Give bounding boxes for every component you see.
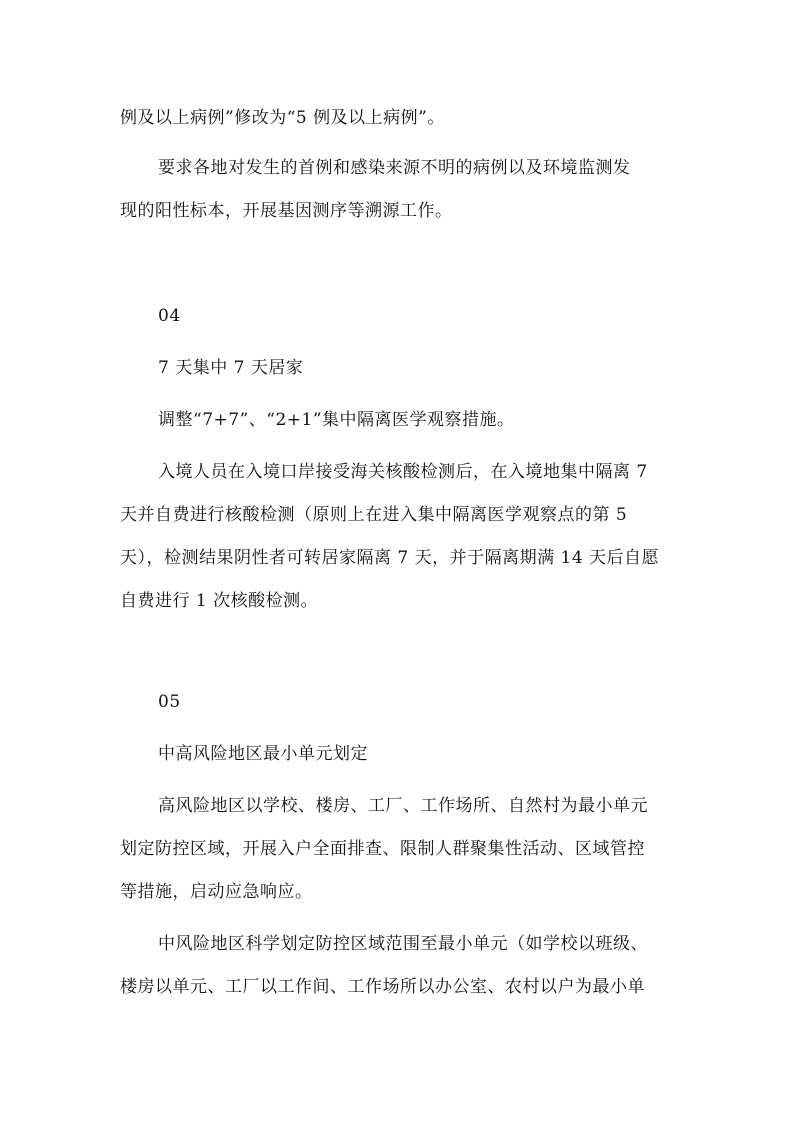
paragraph-line: 中风险地区科学划定防控区域范围至最小单元（如学校以班级、 <box>158 934 648 954</box>
paragraph-line: 天并自费进行核酸检测（原则上在进入集中隔离医学观察点的第 5 <box>120 505 628 525</box>
section-number: 04 <box>158 306 181 326</box>
paragraph-line: 划定防控区域，开展入户全面排查、限制人群聚集性活动、区域管控 <box>120 839 645 859</box>
section-number: 05 <box>158 692 181 712</box>
paragraph-line: 自费进行 1 次核酸检测。 <box>120 591 319 611</box>
paragraph-line: 入境人员在入境口岸接受海关核酸检测后，在入境地集中隔离 7 <box>158 462 648 482</box>
paragraph-line: 现的阳性标本，开展基因测序等溯源工作。 <box>120 201 453 221</box>
paragraph-line: 楼房以单元、工厂以工作间、工作场所以办公室、农村以户为最小单 <box>120 977 645 997</box>
paragraph-line: 要求各地对发生的首例和感染来源不明的病例以及环境监测发 <box>158 158 631 178</box>
section-heading: 中高风险地区最小单元划定 <box>158 744 368 764</box>
paragraph-line: 高风险地区以学校、楼房、工厂、工作场所、自然村为最小单元 <box>158 796 648 816</box>
paragraph-line: 调整“7+7”、“2+1”集中隔离医学观察措施。 <box>158 410 515 430</box>
paragraph-line: 等措施，启动应急响应。 <box>120 882 313 902</box>
paragraph-line: 例及以上病例”修改为“5 例及以上病例”。 <box>120 108 445 128</box>
section-heading: 7 天集中 7 天居家 <box>158 358 304 378</box>
paragraph-line: 天），检测结果阴性者可转居家隔离 7 天，并于隔离期满 14 天后自愿 <box>120 548 660 568</box>
